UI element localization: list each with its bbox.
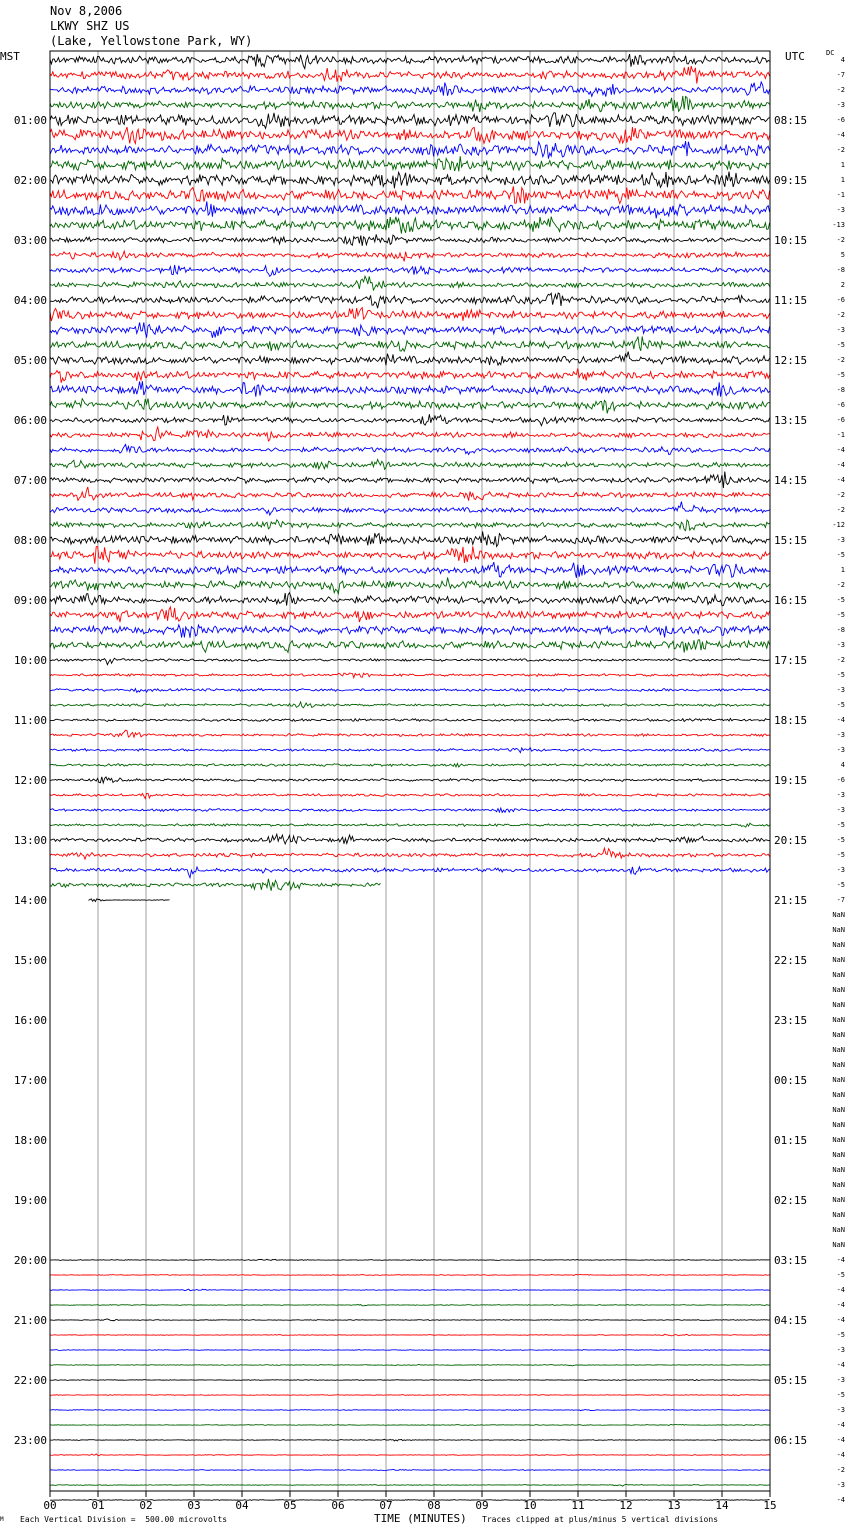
right-hour-label: 01:15: [774, 1134, 808, 1147]
right-hour-label: 19:15: [774, 774, 808, 787]
trace-blue: [50, 381, 770, 397]
x-tick-label: 12: [619, 1499, 633, 1512]
trace-blue: [50, 689, 770, 693]
trace-black: [50, 658, 770, 664]
x-tick-label: 11: [571, 1499, 585, 1512]
right-hour-label: 13:15: [774, 414, 808, 427]
x-tick-label: 00: [43, 1499, 57, 1512]
trace-green: [50, 879, 380, 891]
right-hour-label: 10:15: [774, 234, 808, 247]
trace-dc-label: -3: [836, 686, 845, 694]
left-hour-label: 02:00: [13, 174, 47, 187]
trace-red: [50, 607, 770, 622]
trace-dc-label: -2: [836, 581, 845, 589]
trace-dc-label: NaN: [832, 941, 845, 949]
trace-green: [50, 459, 770, 469]
trace-blue: [50, 322, 770, 337]
trace-black: [50, 172, 770, 189]
trace-dc-label: -3: [836, 746, 845, 754]
right-hour-label: 11:15: [774, 294, 808, 307]
right-hour-label: 09:15: [774, 174, 808, 187]
x-tick-label: 14: [715, 1499, 729, 1512]
trace-green: [50, 1484, 770, 1486]
trace-red: [50, 546, 770, 563]
trace-dc-label: NaN: [832, 1091, 845, 1099]
trace-blue: [50, 1350, 770, 1351]
x-tick-label: 05: [283, 1499, 297, 1512]
left-hour-label: 15:00: [13, 954, 47, 967]
trace-dc-label: -4: [836, 131, 845, 139]
trace-red: [50, 730, 770, 737]
trace-blue: [50, 1469, 770, 1470]
x-tick-label: 03: [187, 1499, 201, 1512]
trace-red: [50, 487, 770, 501]
trace-dc-label: -4: [836, 1496, 845, 1504]
trace-dc-label: -12: [832, 521, 845, 529]
trace-dc-label: -4: [836, 1451, 845, 1459]
x-tick-label: 10: [523, 1499, 537, 1512]
trace-black: [50, 352, 770, 366]
right-hour-label: 15:15: [774, 534, 808, 547]
trace-green: [50, 336, 770, 351]
trace-dc-label: -8: [836, 626, 845, 634]
right-hour-label: 06:15: [774, 1434, 808, 1447]
trace-green: [50, 96, 770, 112]
trace-green: [50, 399, 770, 414]
trace-dc-label: -6: [836, 401, 845, 409]
left-hour-label: 05:00: [13, 354, 47, 367]
x-tick-label: 02: [139, 1499, 153, 1512]
trace-dc-label: -4: [836, 716, 845, 724]
header-station: LKWY SHZ US: [50, 19, 130, 33]
trace-dc-label: -4: [836, 446, 845, 454]
trace-black: [50, 472, 770, 489]
trace-dc-label: -2: [836, 86, 845, 94]
trace-dc-label: NaN: [832, 1196, 845, 1204]
trace-green: [50, 702, 770, 708]
right-hour-label: 22:15: [774, 954, 808, 967]
x-tick-label: 01: [91, 1499, 105, 1512]
left-hour-label: 23:00: [13, 1434, 47, 1447]
trace-black: [50, 593, 770, 606]
left-hour-label: 11:00: [13, 714, 47, 727]
dc-label: DC: [826, 49, 835, 57]
trace-red: [50, 427, 770, 441]
trace-dc-label: -6: [836, 116, 845, 124]
left-hour-label: 12:00: [13, 774, 47, 787]
trace-dc-label: -3: [836, 101, 845, 109]
right-hour-label: 05:15: [774, 1374, 808, 1387]
x-axis-label: TIME (MINUTES): [374, 1512, 467, 1525]
trace-dc-label: -4: [836, 1301, 845, 1309]
trace-dc-label: -2: [836, 236, 845, 244]
trace-black: [50, 113, 770, 129]
trace-dc-label: -4: [836, 1286, 845, 1294]
trace-dc-label: -3: [836, 1346, 845, 1354]
trace-red: [50, 308, 770, 321]
trace-black: [50, 1500, 770, 1501]
trace-dc-label: -3: [836, 806, 845, 814]
trace-dc-label: -3: [836, 536, 845, 544]
right-hour-label: 23:15: [774, 1014, 808, 1027]
trace-dc-label: -6: [836, 416, 845, 424]
trace-red: [50, 368, 770, 383]
left-hour-label: 21:00: [13, 1314, 47, 1327]
trace-dc-label: NaN: [832, 971, 845, 979]
trace-dc-label: NaN: [832, 956, 845, 964]
trace-dc-label: -3: [836, 641, 845, 649]
trace-dc-label: NaN: [832, 1121, 845, 1129]
trace-dc-label: -8: [836, 386, 845, 394]
trace-black: [50, 293, 770, 308]
trace-dc-label: -4: [836, 1256, 845, 1264]
trace-black: [50, 532, 770, 547]
left-timezone-label: MST: [0, 50, 20, 63]
right-hour-label: 12:15: [774, 354, 808, 367]
right-hour-label: 21:15: [774, 894, 808, 907]
trace-dc-label: -2: [836, 1466, 845, 1474]
footer-clip-note: Traces clipped at plus/minus 5 vertical divisions: [482, 1515, 719, 1524]
trace-dc-label: -4: [836, 1361, 845, 1369]
left-hour-label: 19:00: [13, 1194, 47, 1207]
trace-dc-label: -5: [836, 551, 845, 559]
trace-blue: [50, 867, 770, 878]
trace-dc-label: -4: [836, 1316, 845, 1324]
trace-green: [50, 520, 770, 531]
trace-black: [50, 54, 770, 69]
trace-dc-label: NaN: [832, 986, 845, 994]
left-hour-label: 18:00: [13, 1134, 47, 1147]
right-hour-label: 14:15: [774, 474, 808, 487]
trace-dc-label: NaN: [832, 1106, 845, 1114]
trace-dc-label: 4: [840, 761, 845, 769]
trace-dc-label: -4: [836, 461, 845, 469]
trace-dc-label: NaN: [832, 1046, 845, 1054]
trace-blue: [50, 1410, 770, 1411]
trace-red: [50, 793, 770, 798]
trace-blue: [50, 562, 770, 578]
trace-dc-label: -4: [836, 1436, 845, 1444]
trace-dc-label: 1: [840, 566, 845, 574]
x-tick-label: 07: [379, 1499, 393, 1512]
trace-blue: [50, 808, 770, 812]
header-date: Nov 8,2006: [50, 4, 123, 18]
trace-dc-label: -6: [836, 776, 845, 784]
trace-blue: [50, 444, 770, 454]
trace-dc-label: -5: [836, 341, 845, 349]
trace-dc-label: -2: [836, 356, 845, 364]
x-tick-label: 08: [427, 1499, 441, 1512]
trace-green: [50, 640, 770, 653]
trace-dc-label: NaN: [832, 926, 845, 934]
x-tick-label: 15: [763, 1499, 777, 1512]
trace-green: [50, 763, 770, 767]
trace-dc-label: NaN: [832, 1226, 845, 1234]
trace-blue: [50, 502, 770, 515]
right-hour-label: 17:15: [774, 654, 808, 667]
right-hour-label: 03:15: [774, 1254, 808, 1267]
trace-green: [50, 1425, 770, 1426]
footer-scale: Each Vertical Division = 500.00 microvolts: [20, 1515, 228, 1524]
trace-blue: [50, 265, 770, 277]
left-hour-label: 20:00: [13, 1254, 47, 1267]
left-hour-label: 08:00: [13, 534, 47, 547]
trace-red: [50, 186, 770, 203]
trace-black: [50, 834, 770, 844]
right-hour-label: 16:15: [774, 594, 808, 607]
trace-blue: [50, 201, 770, 218]
footer-mark: M: [0, 1516, 4, 1523]
x-tick-label: 09: [475, 1499, 489, 1512]
trace-dc-label: -5: [836, 881, 845, 889]
right-hour-label: 04:15: [774, 1314, 808, 1327]
trace-dc-label: -1: [836, 431, 845, 439]
trace-green: [50, 276, 770, 290]
right-hour-label: 00:15: [774, 1074, 808, 1087]
trace-dc-label: -5: [836, 1271, 845, 1279]
right-hour-label: 02:15: [774, 1194, 808, 1207]
trace-dc-label: -2: [836, 146, 845, 154]
trace-green: [50, 578, 770, 594]
trace-dc-label: NaN: [832, 1016, 845, 1024]
trace-black: [50, 1439, 770, 1441]
trace-dc-label: -5: [836, 836, 845, 844]
trace-dc-label: 2: [840, 281, 845, 289]
right-hour-label: 08:15: [774, 114, 808, 127]
trace-dc-label: -7: [836, 896, 845, 904]
grid-layer: [50, 51, 770, 1497]
trace-black: [50, 414, 770, 426]
right-hour-label: 20:15: [774, 834, 808, 847]
trace-red: [50, 66, 770, 84]
trace-red: [50, 1334, 770, 1336]
left-hour-label: 07:00: [13, 474, 47, 487]
x-tick-label: 13: [667, 1499, 681, 1512]
trace-dc-label: -1: [836, 191, 845, 199]
trace-green: [50, 1365, 770, 1366]
trace-dc-label: 4: [840, 56, 845, 64]
left-hour-label: 13:00: [13, 834, 47, 847]
right-timezone-label: UTC: [785, 50, 805, 63]
trace-dc-label: -5: [836, 851, 845, 859]
left-hour-label: 14:00: [13, 894, 47, 907]
trace-dc-label: -4: [836, 1421, 845, 1429]
trace-dc-label: -5: [836, 821, 845, 829]
trace-dc-label: -3: [836, 1481, 845, 1489]
trace-blue: [50, 748, 770, 753]
left-hour-label: 06:00: [13, 414, 47, 427]
trace-green: [50, 217, 770, 234]
trace-black: [50, 1259, 770, 1260]
trace-layer: [50, 54, 770, 1500]
trace-black: [50, 777, 770, 783]
trace-dc-label: -6: [836, 296, 845, 304]
trace-dc-label: -3: [836, 866, 845, 874]
trace-dc-label: NaN: [832, 1211, 845, 1219]
trace-dc-label: -13: [832, 221, 845, 229]
trace-dc-label: 1: [840, 161, 845, 169]
trace-dc-label: NaN: [832, 911, 845, 919]
trace-dc-label: -5: [836, 611, 845, 619]
trace-dc-label: NaN: [832, 1061, 845, 1069]
trace-dc-label: -2: [836, 506, 845, 514]
trace-green: [50, 156, 770, 171]
trace-dc-label: NaN: [832, 1031, 845, 1039]
trace-black: [88, 899, 169, 902]
trace-dc-label: -3: [836, 326, 845, 334]
trace-dc-label: NaN: [832, 1136, 845, 1144]
trace-dc-label: NaN: [832, 1151, 845, 1159]
trace-dc-label: -5: [836, 671, 845, 679]
trace-dc-label: -3: [836, 791, 845, 799]
trace-black: [50, 718, 770, 721]
trace-dc-label: NaN: [832, 1001, 845, 1009]
trace-dc-label: -5: [836, 596, 845, 604]
trace-dc-label: -2: [836, 491, 845, 499]
trace-dc-label: 5: [840, 251, 845, 259]
trace-black: [50, 1380, 770, 1381]
trace-dc-label: -3: [836, 1406, 845, 1414]
left-hour-label: 04:00: [13, 294, 47, 307]
trace-blue: [50, 141, 770, 159]
trace-red: [50, 848, 770, 859]
trace-red: [50, 127, 770, 144]
trace-green: [50, 823, 770, 827]
trace-dc-label: NaN: [832, 1181, 845, 1189]
trace-dc-label: -3: [836, 731, 845, 739]
trace-black: [50, 234, 770, 245]
x-tick-label: 06: [331, 1499, 345, 1512]
trace-red: [50, 251, 770, 261]
trace-dc-label: -5: [836, 371, 845, 379]
trace-dc-label: -3: [836, 1376, 845, 1384]
trace-dc-label: 1: [840, 176, 845, 184]
left-hour-label: 16:00: [13, 1014, 47, 1027]
label-layer: [14, 56, 845, 1512]
trace-dc-label: -5: [836, 1331, 845, 1339]
trace-blue: [50, 1289, 770, 1290]
header-location: (Lake, Yellowstone Park, WY): [50, 34, 253, 48]
trace-dc-label: NaN: [832, 1076, 845, 1084]
trace-dc-label: -8: [836, 266, 845, 274]
trace-green: [50, 1304, 770, 1305]
trace-dc-label: -2: [836, 656, 845, 664]
trace-red: [50, 673, 770, 678]
trace-dc-label: NaN: [832, 1166, 845, 1174]
left-hour-label: 22:00: [13, 1374, 47, 1387]
left-hour-label: 03:00: [13, 234, 47, 247]
trace-dc-label: NaN: [832, 1241, 845, 1249]
trace-dc-label: -4: [836, 476, 845, 484]
trace-red: [50, 1275, 770, 1276]
trace-dc-label: -5: [836, 701, 845, 709]
trace-red: [50, 1395, 770, 1396]
trace-dc-label: -2: [836, 311, 845, 319]
left-hour-label: 09:00: [13, 594, 47, 607]
left-hour-label: 10:00: [13, 654, 47, 667]
left-hour-label: 01:00: [13, 114, 47, 127]
left-hour-label: 17:00: [13, 1074, 47, 1087]
x-tick-label: 04: [235, 1499, 249, 1512]
right-hour-label: 18:15: [774, 714, 808, 727]
trace-blue: [50, 625, 770, 638]
trace-black: [50, 1319, 770, 1321]
trace-blue: [50, 82, 770, 97]
trace-dc-label: -5: [836, 1391, 845, 1399]
trace-dc-label: -7: [836, 71, 845, 79]
trace-red: [50, 1454, 770, 1456]
trace-dc-label: -3: [836, 206, 845, 214]
